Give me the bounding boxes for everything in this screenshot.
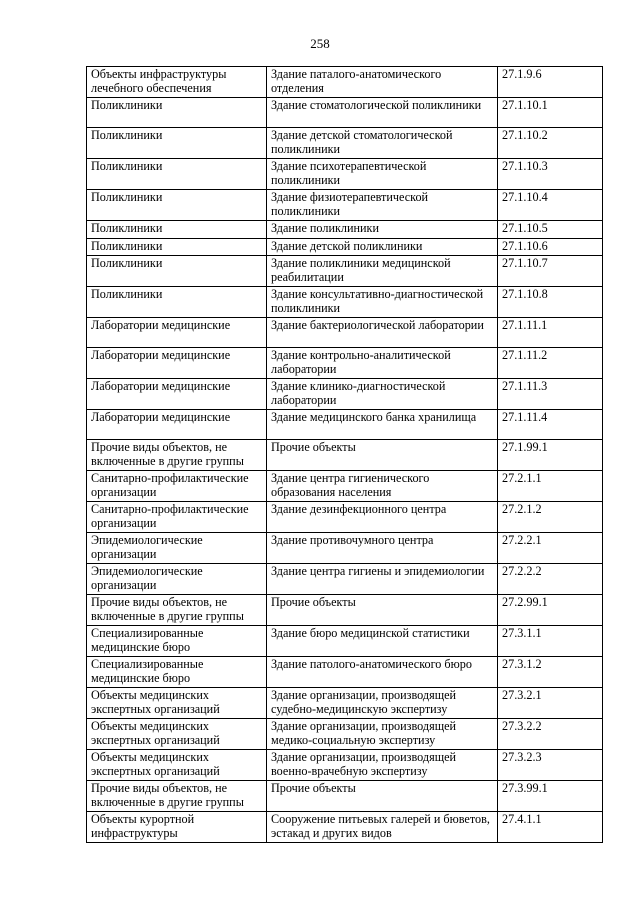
code-cell: 27.1.10.8 bbox=[498, 287, 603, 318]
table-row bbox=[87, 159, 603, 190]
category-cell: Поликлиники bbox=[87, 238, 267, 256]
category-cell: Поликлиники bbox=[87, 159, 267, 190]
table-row bbox=[87, 67, 603, 98]
code-cell: 27.3.99.1 bbox=[498, 781, 603, 812]
table-row bbox=[87, 533, 603, 564]
code-cell: 27.1.11.3 bbox=[498, 379, 603, 410]
code-cell: 27.2.2.2 bbox=[498, 564, 603, 595]
object-cell: Здание поликлиники bbox=[267, 221, 498, 239]
object-cell: Здание патолого-анатомического бюро bbox=[267, 657, 498, 688]
code-cell: 27.3.1.2 bbox=[498, 657, 603, 688]
code-cell: 27.3.2.1 bbox=[498, 688, 603, 719]
table-row bbox=[87, 502, 603, 533]
category-cell: Санитарно-профилактические организации bbox=[87, 502, 267, 533]
table-row bbox=[87, 238, 603, 256]
classification-table bbox=[86, 66, 603, 843]
category-cell: Лаборатории медицинские bbox=[87, 410, 267, 440]
code-cell: 27.1.10.7 bbox=[498, 256, 603, 287]
table-row bbox=[87, 750, 603, 781]
code-cell: 27.4.1.1 bbox=[498, 812, 603, 843]
category-cell: Эпидемиологические организации bbox=[87, 533, 267, 564]
code-cell: 27.1.10.5 bbox=[498, 221, 603, 239]
table-row bbox=[87, 626, 603, 657]
object-cell: Здание организации, производящей судебно-медицинскую экспертизу bbox=[267, 688, 498, 719]
category-cell: Поликлиники bbox=[87, 221, 267, 239]
category-cell: Поликлиники bbox=[87, 190, 267, 221]
code-cell: 27.1.10.1 bbox=[498, 98, 603, 128]
table-row bbox=[87, 719, 603, 750]
object-cell: Здание организации, производящей военно-врачебную экспертизу bbox=[267, 750, 498, 781]
object-cell: Прочие объекты bbox=[267, 440, 498, 471]
object-cell: Здание контрольно-аналитической лаборатории bbox=[267, 348, 498, 379]
object-cell: Здание дезинфекционного центра bbox=[267, 502, 498, 533]
object-cell: Здание консультативно-диагностической поликлиники bbox=[267, 287, 498, 318]
table-row bbox=[87, 781, 603, 812]
code-cell: 27.3.2.3 bbox=[498, 750, 603, 781]
category-cell: Поликлиники bbox=[87, 256, 267, 287]
object-cell: Здание центра гигиены и эпидемиологии bbox=[267, 564, 498, 595]
table-row bbox=[87, 657, 603, 688]
code-cell: 27.2.2.1 bbox=[498, 533, 603, 564]
table-row bbox=[87, 440, 603, 471]
category-cell: Поликлиники bbox=[87, 128, 267, 159]
table-row bbox=[87, 98, 603, 128]
table-row bbox=[87, 256, 603, 287]
code-cell: 27.1.11.2 bbox=[498, 348, 603, 379]
code-cell: 27.1.11.1 bbox=[498, 318, 603, 348]
category-cell: Прочие виды объектов, не включенные в другие группы bbox=[87, 595, 267, 626]
category-cell: Поликлиники bbox=[87, 287, 267, 318]
table-row bbox=[87, 471, 603, 502]
table-row bbox=[87, 595, 603, 626]
code-cell: 27.1.10.4 bbox=[498, 190, 603, 221]
code-cell: 27.1.99.1 bbox=[498, 440, 603, 471]
object-cell: Здание поликлиники медицинской реабилитации bbox=[267, 256, 498, 287]
code-cell: 27.1.9.6 bbox=[498, 67, 603, 98]
object-cell: Здание медицинского банка хранилища bbox=[267, 410, 498, 440]
object-cell: Здание психотерапевтической поликлиники bbox=[267, 159, 498, 190]
object-cell: Здание бюро медицинской статистики bbox=[267, 626, 498, 657]
category-cell: Прочие виды объектов, не включенные в другие группы bbox=[87, 781, 267, 812]
table-row bbox=[87, 688, 603, 719]
object-cell: Прочие объекты bbox=[267, 595, 498, 626]
category-cell: Объекты инфраструктуры лечебного обеспечения bbox=[87, 67, 267, 98]
object-cell: Здание физиотерапевтической поликлиники bbox=[267, 190, 498, 221]
table-row bbox=[87, 190, 603, 221]
category-cell: Объекты медицинских экспертных организаций bbox=[87, 688, 267, 719]
object-cell: Здание стоматологической поликлиники bbox=[267, 98, 498, 128]
code-cell: 27.2.1.2 bbox=[498, 502, 603, 533]
code-cell: 27.1.10.2 bbox=[498, 128, 603, 159]
category-cell: Объекты медицинских экспертных организаций bbox=[87, 719, 267, 750]
code-cell: 27.2.1.1 bbox=[498, 471, 603, 502]
table-row bbox=[87, 379, 603, 410]
category-cell: Лаборатории медицинские bbox=[87, 379, 267, 410]
table-row bbox=[87, 128, 603, 159]
code-cell: 27.2.99.1 bbox=[498, 595, 603, 626]
category-cell: Поликлиники bbox=[87, 98, 267, 128]
object-cell: Здание противочумного центра bbox=[267, 533, 498, 564]
page-number: 258 bbox=[310, 36, 330, 51]
category-cell: Специализированные медицинские бюро bbox=[87, 626, 267, 657]
object-cell: Здание детской стоматологической поликлиники bbox=[267, 128, 498, 159]
category-cell: Специализированные медицинские бюро bbox=[87, 657, 267, 688]
category-cell: Объекты медицинских экспертных организаций bbox=[87, 750, 267, 781]
category-cell: Санитарно-профилактические организации bbox=[87, 471, 267, 502]
category-cell: Лаборатории медицинские bbox=[87, 318, 267, 348]
object-cell: Здание клинико-диагностической лаборатории bbox=[267, 379, 498, 410]
code-cell: 27.3.2.2 bbox=[498, 719, 603, 750]
table-row bbox=[87, 221, 603, 239]
category-cell: Эпидемиологические организации bbox=[87, 564, 267, 595]
code-cell: 27.3.1.1 bbox=[498, 626, 603, 657]
category-cell: Объекты курортной инфраструктуры bbox=[87, 812, 267, 843]
code-cell: 27.1.11.4 bbox=[498, 410, 603, 440]
table-row bbox=[87, 410, 603, 440]
code-cell: 27.1.10.6 bbox=[498, 238, 603, 256]
table-row bbox=[87, 348, 603, 379]
code-cell: 27.1.10.3 bbox=[498, 159, 603, 190]
table-row bbox=[87, 812, 603, 843]
category-cell: Лаборатории медицинские bbox=[87, 348, 267, 379]
table-row bbox=[87, 318, 603, 348]
object-cell: Сооружение питьевых галерей и бюветов, эстакад и других видов bbox=[267, 812, 498, 843]
object-cell: Здание центра гигиенического образования населения bbox=[267, 471, 498, 502]
object-cell: Здание детской поликлиники bbox=[267, 238, 498, 256]
table-row bbox=[87, 287, 603, 318]
category-cell: Прочие виды объектов, не включенные в другие группы bbox=[87, 440, 267, 471]
object-cell: Здание паталого-анатомического отделения bbox=[267, 67, 498, 98]
object-cell: Прочие объекты bbox=[267, 781, 498, 812]
object-cell: Здание организации, производящей медико-социальную экспертизу bbox=[267, 719, 498, 750]
table-row bbox=[87, 564, 603, 595]
object-cell: Здание бактериологической лаборатории bbox=[267, 318, 498, 348]
